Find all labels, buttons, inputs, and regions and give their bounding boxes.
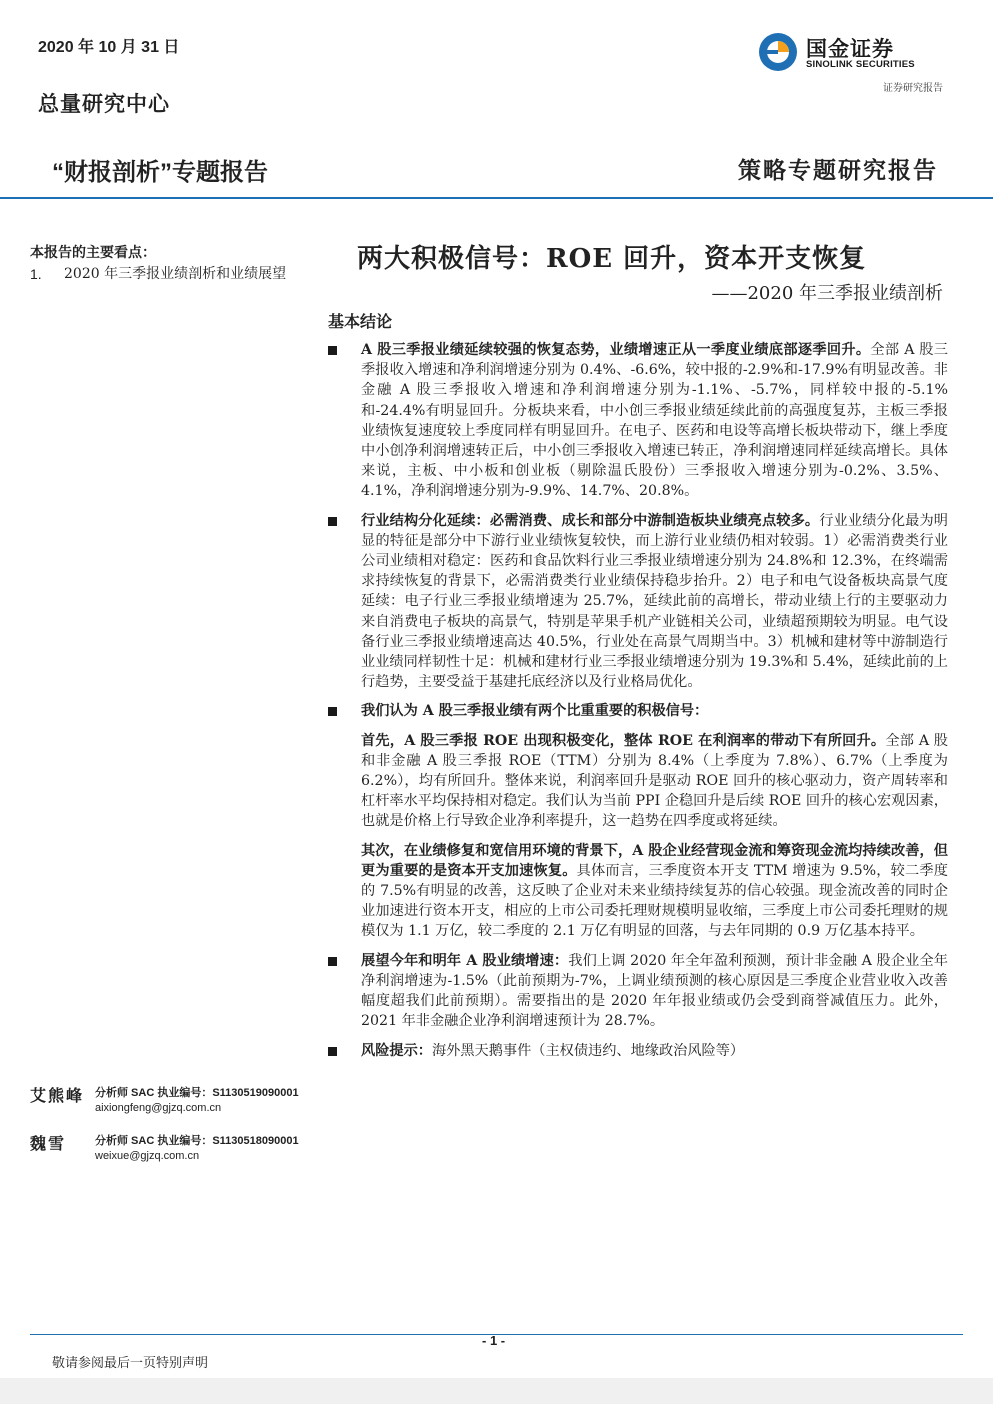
highlight-text: 2020 年三季报业绩剖析和业绩展望 xyxy=(64,266,287,282)
conclusion-text: 行业业绩分化最为明显的特征是部分中下游行业业绩恢复较快，而上游行业业绩仍相对较弱。1）必需消费类行业公司业绩相对稳定：医药和食品饮料行业三季报业绩增速分别为 24.8%和 12.3%，在终端需求持续恢复的背景下，必需消费类行业业绩保持稳步抬升。2）电子和电气设备板块高景气度延续：电子行业三季报业绩增速为 25.7%，延续此前的高增长，带动业绩上行的主要驱动力来自消费电子板块的高景气，特别是苹果手机产业链相关公司，业绩超预期较为明显。电气设备行业三季报业绩增速高达 40.5%，行业处在高景气周期当中。3）机械和建材等中游制造行业业绩同样韧性十足：机械和建材行业三季报业绩增速分别为 19.3%和 5.4%，延续此前的上行趋势，主要受益于基建托底经济以及行业格局优化。 xyxy=(361,512,948,691)
conclusion-text: 我们上调 2020 年全年盈利预测，预计非金融 A 股企业全年净利润增速为-1.5%（此前预期为-7%，上调业绩预测的核心原因是三季度企业营业收入改善幅度超我们此前预期）。需要指出的是 2020 年年报业绩或仍会受到商誉减值压力。此外，2021 年非金融企业净利润增速预计为 28.7%。 xyxy=(361,952,948,1030)
conclusion-item xyxy=(328,1041,948,1061)
conclusion-lead: 其次，在业绩修复和宽信用环境的背景下，A 股企业经营现金流和筹资现金流均持续改善，但更为重要的是资本开支加速恢复。 xyxy=(361,842,948,879)
analyst-name: 艾熊峰 xyxy=(30,1086,85,1105)
logo-chinese-name: 国金证券 xyxy=(806,38,894,61)
conclusion-item xyxy=(328,511,948,693)
logo-subtitle: 证券研究报告 xyxy=(883,83,943,94)
conclusion-lead: 行业结构分化延续：必需消费、成长和部分中游制造板块业绩亮点较多。 xyxy=(361,512,820,529)
analyst-cert: 分析师 SAC 执业编号：S1130519090001 xyxy=(95,1087,299,1099)
report-title: 两大积极信号：ROE 回升，资本开支恢复 xyxy=(357,244,867,274)
conclusions-body xyxy=(328,340,948,1070)
conclusion-subitem xyxy=(328,841,948,942)
analyst-cert: 分析师 SAC 执业编号：S1130518090001 xyxy=(95,1135,299,1147)
conclusion-lead: 展望今年和明年 A 股业绩增速： xyxy=(361,952,569,969)
conclusion-text: 全部 A 股三季报收入增速和净利润增速分别为 0.4%、-6.6%，较中报的-2.9%和-17.9%有明显改善。非金融 A 股三季报收入增速和净利润增速分别为-1.1%、-5.7%，同样较中报的-5.1%和-24.4%有明显回升。分板块来看，中小创三季报业绩延续此前的高强度复苏，主板三季报业绩恢复速度较上季度同样有明显回升。在电子、医药和电设等高增长板块带动下，继上季度中小创净利润增速转正后，中小创三季报收入增速已转正，净利润增速同样延续高增长。具体来说，主板、中小板和创业板（剔除温氏股份）三季报收入增速分别为-0.2%、3.5%、4.1%，净利润增速分别为-9.9%、14.7%、20.8%。 xyxy=(361,342,948,500)
analyst-email[interactable]: weixue@gjzq.com.cn xyxy=(95,1150,200,1162)
conclusion-text: 全部 A 股和非金融 A 股三季报 ROE（TTM）分别为 8.4%（上季度为 7.8%）、6.7%（上季度为 6.2%），均有所回升。整体来说，利润率回升是驱动 ROE 回升的核心驱动力，资产周转率和杠杆率水平均保持相对稳定。我们认为当前 PPI 企稳回升是后续 ROE 回升的核心宏观因素，也就是价格上行导致企业净利率提升，这一趋势在四季度或将延续。 xyxy=(361,732,948,830)
conclusion-lead: 首先，A 股三季报 ROE 出现积极变化，整体 ROE 在利润率的带动下有所回升。 xyxy=(361,732,886,749)
page-number: - 1 - xyxy=(482,1333,506,1348)
report-subtitle: ——2020 年三季报业绩剖析 xyxy=(711,283,943,304)
research-center: 总量研究中心 xyxy=(38,91,170,116)
conclusion-subitem xyxy=(328,731,948,832)
disclaimer-note: 敬请参阅最后一页特别声明 xyxy=(52,1356,209,1371)
highlights-heading: 本报告的主要看点： xyxy=(30,245,156,261)
analyst-name: 魏雪 xyxy=(30,1134,67,1153)
section-heading: 基本结论 xyxy=(328,312,393,331)
logo-english-name: SINOLINK SECURITIES xyxy=(806,59,915,70)
conclusion-item xyxy=(328,951,948,1032)
analyst-email[interactable]: aixiongfeng@gjzq.com.cn xyxy=(95,1102,222,1114)
report-type: 策略专题研究报告 xyxy=(738,157,938,184)
conclusion-lead: A 股三季报业绩延续较强的恢复态势，业绩增速正从一季度业绩底部逐季回升。 xyxy=(361,342,871,358)
report-date: 2020 年 10 月 31 日 xyxy=(38,39,180,56)
conclusion-text: 具体而言，三季度资本开支 TTM 增速为 9.5%，较二季度的 7.5%有明显的改善，这反映了企业对未来业绩持续复苏的信心较强。现金流改善的同时企业加速进行资本开支，相应的上市公司委托理财规模明显收缩，三季度上市公司委托理财的规模仅为 1.1 万亿，较二季度的 2.1 万亿有明显的回落，与去年同期的 0.9 万亿基本持平。 xyxy=(361,862,948,940)
conclusion-item xyxy=(328,340,948,502)
conclusion-lead: 风险提示： xyxy=(361,1042,432,1059)
report-series: “财报剖析”专题报告 xyxy=(52,159,268,186)
conclusion-item xyxy=(328,701,948,721)
header-divider xyxy=(0,197,993,199)
highlight-number: 1. xyxy=(30,266,42,282)
conclusion-lead: 我们认为 A 股三季报业绩有两个比重重要的积极信号： xyxy=(361,703,709,720)
conclusion-text: 海外黑天鹅事件（主权债违约、地缘政治风险等） xyxy=(431,1042,745,1059)
highlight-item xyxy=(30,264,310,285)
footer-band xyxy=(0,1378,993,1404)
